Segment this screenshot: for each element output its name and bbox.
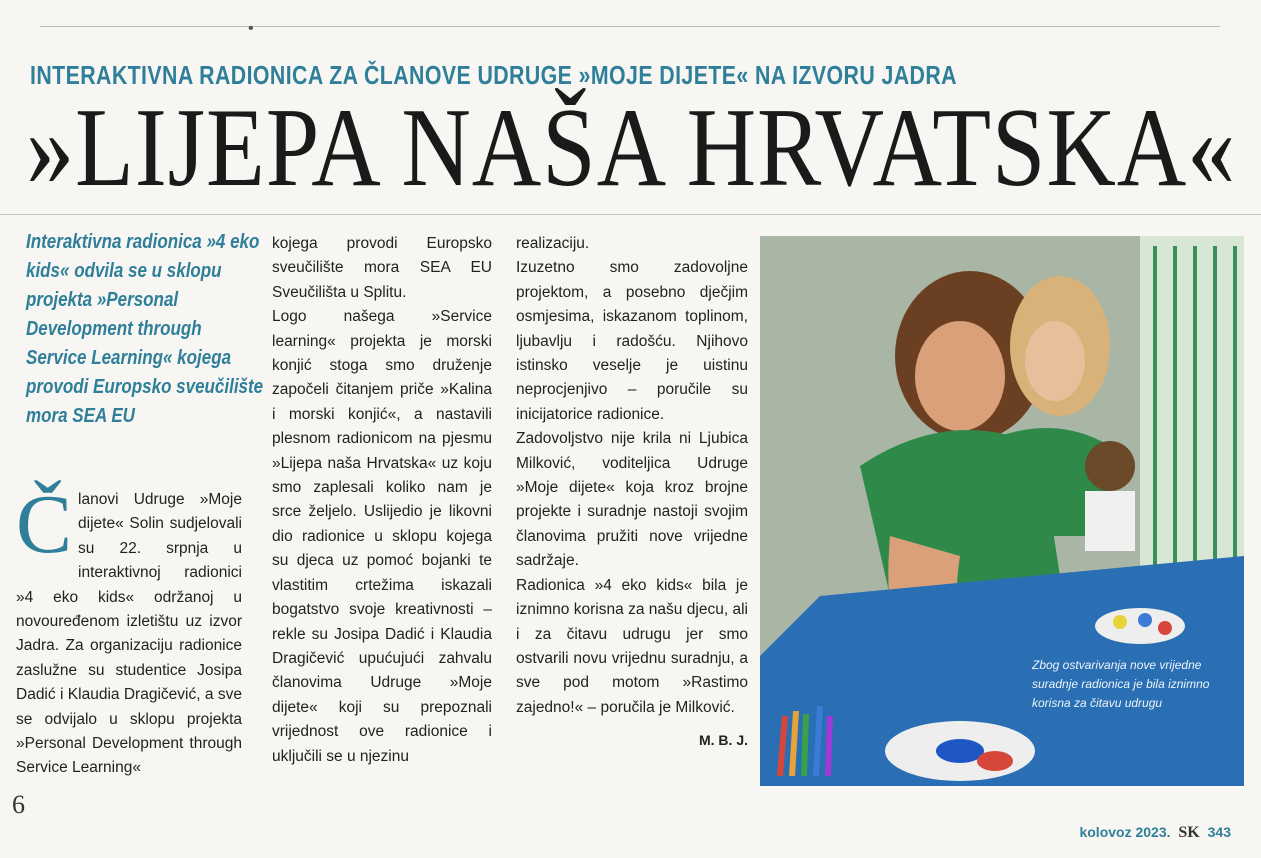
column-1-text: lanovi Udruge »Moje dijete« Solin sudjelovali su 22. srpnja u interaktivnoj radionici »4 eko kids« održanoj u novouređenom izletištu uz izvor Jadra. Za organizaciju radionice zaslužne su studentice Josipa Dadić i Klaudia Dragičević, a sve se odvijalo u sklopu projekta »Personal Development through Service Learning« [16, 491, 242, 777]
article-lead: Interaktivna radionica »4 eko kids« odvila se u sklopu projekta »Personal Development through Service Learning« kojega provodi Europsko sveučilište mora SEA EU [26, 231, 264, 427]
brand-logo: SK [1178, 824, 1200, 841]
issue-date: kolovoz 2023. [1079, 824, 1171, 840]
article-kicker: INTERAKTIVNA RADIONICA ZA ČLANOVE UDRUGE »MOJE DIJETE« NA IZVORU JADRA [30, 60, 957, 90]
column-2-paragraph-1: kojega provodi Europsko sveučilište mora SEA EU Sveučilišta u Splitu. [272, 235, 492, 301]
page-number: 6 [12, 790, 25, 819]
photo-caption: Zbog ostvarivanja nove vrijedne suradnje radionica je bila iznimno korisna za čitavu udrugu [1032, 658, 1210, 710]
drop-cap: Č [16, 478, 73, 571]
headline-rule [0, 214, 1261, 215]
text-column-1 [16, 478, 242, 781]
issue-number: 343 [1207, 824, 1231, 840]
column-3-paragraph-2: Izuzetno smo zadovoljne projektom, a posebno dječjim osmjesima, iskazanom toplinom, ljubavlju i radošću. Njihovo istinsko veselje je uistinu neprocjenjivo – poručile su inicijatorice radionice. [516, 259, 748, 423]
column-2-paragraph-2: Logo našega »Service learning« projekta je morski konjić stoga smo druženje započeli čitanjem priče »Kalina i morski konjić«, a nastavili plesnom radionicom na pjesmu »Lijepa naša Hrvatska« uz koju smo zaplesali koliko nam je srce željelo. Uslijedio je likovni dio radionice u sklopu kojega su djeca uz pomoć bojanki te vlastitim crtežima iskazali bogatstvo svoje kreativnosti – rekle su Josipa Dadić i Klaudia Dragičević upućujući zahvalu članovima Udruge »Moje dijete« koji su prepoznali vrijednost ove radionice i uključili se u njezinu [272, 308, 492, 765]
article-headline: »LIJEPA NAŠA HRVATSKA« [26, 86, 1237, 210]
column-3-paragraph-1: realizaciju. [516, 235, 590, 252]
author-signature: M. B. J. [698, 732, 748, 749]
text-column-2 [272, 232, 492, 769]
column-3-paragraph-4: Radionica »4 eko kids« bila je iznimno korisna za našu djecu, ali i za čitavu udrugu jer smo ostvarili novu vrijednu suradnju, a sve pod motom »Rastimo zajedno!« – poručila je Milković. [516, 576, 748, 716]
column-3-paragraph-3: Zadovoljstvo nije krila ni Ljubica Milković, voditeljica Udruge »Moje dijete« koja kroz brojne projekte i suradnje nastoji svojim članovima pružiti nove vrijedne sadržaje. [516, 430, 748, 570]
decorative-mark: • [248, 20, 254, 37]
page-footer [1079, 824, 1231, 842]
top-rule [40, 26, 1220, 27]
text-column-3 [516, 232, 748, 753]
